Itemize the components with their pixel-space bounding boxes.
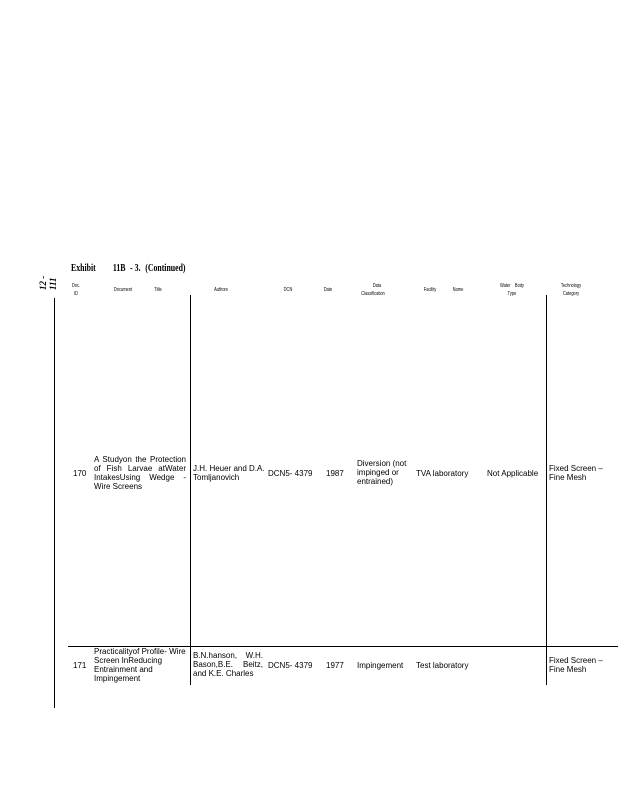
row-id: 171 [73, 661, 87, 670]
row-dcn: DCN5- 4379 [268, 661, 313, 670]
header-data-classification: Data Classification [361, 283, 385, 297]
row-date: 1977 [326, 661, 344, 670]
row-technology: Fixed Screen – Fine Mesh [549, 656, 603, 674]
header-title: Title [154, 287, 162, 293]
header-document: Document [113, 287, 133, 293]
row-dcn: DCN5- 4379 [268, 469, 313, 478]
exhibit-number: 11B [112, 263, 126, 274]
header-facility: Facility [423, 287, 437, 293]
row-technology: Fixed Screen – Fine Mesh [549, 464, 603, 482]
row-authors: B.N.hanson, W.H. Bason,B.E. Beitz, and K.E. Charles [193, 651, 263, 678]
page-number: 12 - 111 [38, 275, 58, 290]
header-dcn: DCN [283, 287, 293, 293]
column-rule-technology [546, 295, 547, 685]
column-rule-title [190, 295, 191, 685]
row-title: A Studyon the Protection of Fish Larvae atWater IntakesUsing Wedge - Wire Screens [94, 455, 186, 491]
row-facility: TVA laboratory [416, 469, 469, 478]
exhibit-caption [71, 263, 203, 274]
row-facility: Test laboratory [416, 661, 469, 670]
row-authors: J.H. Heuer and D.A. Tomljanovich [193, 464, 265, 482]
header-authors: Authors [214, 287, 228, 293]
margin-rule [54, 298, 55, 708]
header-doc-id: Doc. ID [71, 283, 81, 297]
row-water-body: Not Applicable [487, 469, 539, 478]
row-id: 170 [73, 469, 87, 478]
row-classification: Diversion (not impinged or entrained) [357, 459, 407, 486]
exhibit-note: (Continued) [145, 263, 186, 274]
header-water-body-type: Water Body Type [499, 283, 525, 297]
row-classification: Impingement [357, 661, 404, 670]
exhibit-suffix: - 3. [130, 263, 141, 274]
header-date: Date [323, 287, 333, 293]
header-name: Name [452, 287, 464, 293]
header-technology-category: Technology Category [560, 283, 582, 297]
exhibit-word: Exhibit [71, 263, 96, 274]
row-title: Practicalityof Profile- Wire Screen InReducing Entrainment and Impingement [94, 647, 186, 683]
row-date: 1987 [326, 469, 344, 478]
